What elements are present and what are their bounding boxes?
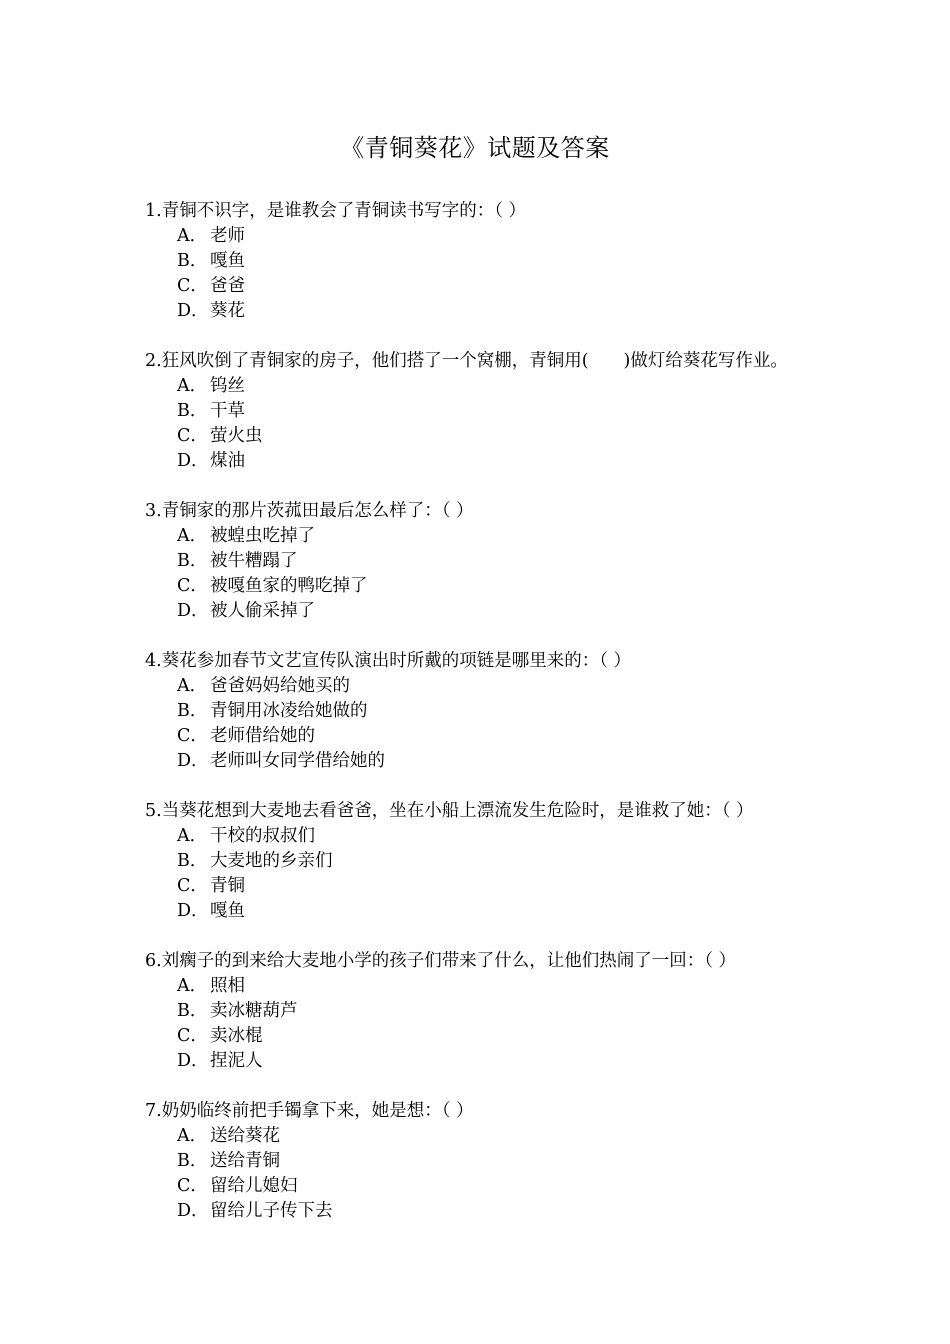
option-b	[145, 549, 845, 574]
option-text: 萤火虫	[210, 426, 263, 446]
option-a	[145, 524, 845, 549]
option-d	[145, 299, 845, 324]
question-text: 3.青铜家的那片茨菰田最后怎么样了：（ ）	[145, 501, 474, 521]
option-text: 被牛糟蹋了	[210, 551, 298, 571]
option-letter: A．	[177, 526, 208, 546]
option-list	[145, 524, 845, 624]
option-text: 嘎鱼	[210, 901, 245, 921]
option-list	[145, 1124, 845, 1224]
option-text: 干草	[210, 401, 245, 421]
option-b	[145, 999, 845, 1024]
question-1	[145, 199, 845, 324]
option-d	[145, 749, 845, 774]
option-text: 留给儿媳妇	[210, 1176, 298, 1196]
option-letter: B．	[177, 1151, 208, 1171]
option-text: 卖冰糖葫芦	[210, 1001, 298, 1021]
option-letter: A．	[177, 976, 208, 996]
option-c	[145, 1024, 845, 1049]
option-text: 老师叫女同学借给她的	[210, 751, 385, 771]
option-a	[145, 1124, 845, 1149]
option-letter: A．	[177, 826, 208, 846]
option-d	[145, 449, 845, 474]
option-letter: A．	[177, 1126, 208, 1146]
option-d	[145, 599, 845, 624]
option-letter: C．	[177, 1026, 208, 1046]
option-letter: C．	[177, 726, 208, 746]
option-d	[145, 899, 845, 924]
question-text: 4.葵花参加春节文艺宣传队演出时所戴的项链是哪里来的：（ ）	[145, 651, 632, 671]
option-letter: B．	[177, 1001, 208, 1021]
question-5	[145, 799, 845, 924]
question-text: 1.青铜不识字，是谁教会了青铜读书写字的：（ ）	[145, 201, 527, 221]
option-text: 嘎鱼	[210, 251, 245, 271]
option-text: 老师借给她的	[210, 726, 315, 746]
option-text: 送给葵花	[210, 1126, 280, 1146]
option-text: 捏泥人	[210, 1051, 263, 1071]
option-text: 送给青铜	[210, 1151, 280, 1171]
option-letter: B．	[177, 551, 208, 571]
option-text: 被蝗虫吃掉了	[210, 526, 315, 546]
option-letter: C．	[177, 276, 208, 296]
option-b	[145, 399, 845, 424]
option-text: 煤油	[210, 451, 245, 471]
option-letter: C．	[177, 426, 208, 446]
option-text: 爸爸妈妈给她买的	[210, 676, 350, 696]
option-b	[145, 249, 845, 274]
option-letter: B．	[177, 701, 208, 721]
option-list	[145, 374, 845, 474]
option-text: 被人偷采掉了	[210, 601, 315, 621]
option-text: 爸爸	[210, 276, 245, 296]
option-b	[145, 849, 845, 874]
option-letter: A．	[177, 676, 208, 696]
option-letter: B．	[177, 851, 208, 871]
option-list	[145, 824, 845, 924]
option-letter: B．	[177, 401, 208, 421]
option-text: 老师	[210, 226, 245, 246]
option-text: 葵花	[210, 301, 245, 321]
option-list	[145, 224, 845, 324]
option-a	[145, 824, 845, 849]
option-a	[145, 374, 845, 399]
question-3	[145, 499, 845, 624]
option-a	[145, 674, 845, 699]
option-c	[145, 724, 845, 749]
option-text: 卖冰棍	[210, 1026, 263, 1046]
question-list	[145, 199, 845, 1249]
option-text: 钨丝	[210, 376, 245, 396]
option-text: 干校的叔叔们	[210, 826, 315, 846]
option-letter: D．	[177, 601, 209, 621]
question-text: 5.当葵花想到大麦地去看爸爸，坐在小船上漂流发生危险时，是谁救了她：（ ）	[145, 801, 754, 821]
question-4	[145, 649, 845, 774]
option-letter: D．	[177, 901, 209, 921]
option-letter: C．	[177, 1176, 208, 1196]
option-letter: C．	[177, 576, 208, 596]
option-letter: C．	[177, 876, 208, 896]
option-list	[145, 974, 845, 1074]
option-a	[145, 974, 845, 999]
option-letter: D．	[177, 1201, 209, 1221]
question-text: 7.奶奶临终前把手镯拿下来，她是想：（ ）	[145, 1101, 474, 1121]
option-text: 照相	[210, 976, 245, 996]
option-c	[145, 424, 845, 449]
option-letter: A．	[177, 376, 208, 396]
option-b	[145, 699, 845, 724]
option-text: 青铜用冰凌给她做的	[210, 701, 368, 721]
option-text: 被嘎鱼家的鸭吃掉了	[210, 576, 368, 596]
option-text: 大麦地的乡亲们	[210, 851, 333, 871]
question-6	[145, 949, 845, 1074]
option-text: 青铜	[210, 876, 245, 896]
option-letter: D．	[177, 451, 209, 471]
option-c	[145, 874, 845, 899]
option-letter: A．	[177, 226, 208, 246]
option-c	[145, 274, 845, 299]
option-d	[145, 1199, 845, 1224]
option-c	[145, 574, 845, 599]
question-7	[145, 1099, 845, 1224]
option-letter: D．	[177, 301, 209, 321]
option-text: 留给儿子传下去	[210, 1201, 333, 1221]
option-a	[145, 224, 845, 249]
option-b	[145, 1149, 845, 1174]
question-2	[145, 349, 845, 474]
option-letter: D．	[177, 751, 209, 771]
question-text: 6.刘瘸子的到来给大麦地小学的孩子们带来了什么，让他们热闹了一回：（ ）	[145, 951, 737, 971]
document-title: 《青铜葵花》试题及答案	[340, 134, 610, 162]
option-letter: D．	[177, 1051, 209, 1071]
option-c	[145, 1174, 845, 1199]
option-letter: B．	[177, 251, 208, 271]
option-list	[145, 674, 845, 774]
option-d	[145, 1049, 845, 1074]
question-text: 2.狂风吹倒了青铜家的房子，他们搭了一个窝棚，青铜用( )做灯给葵花写作业。	[145, 351, 788, 371]
